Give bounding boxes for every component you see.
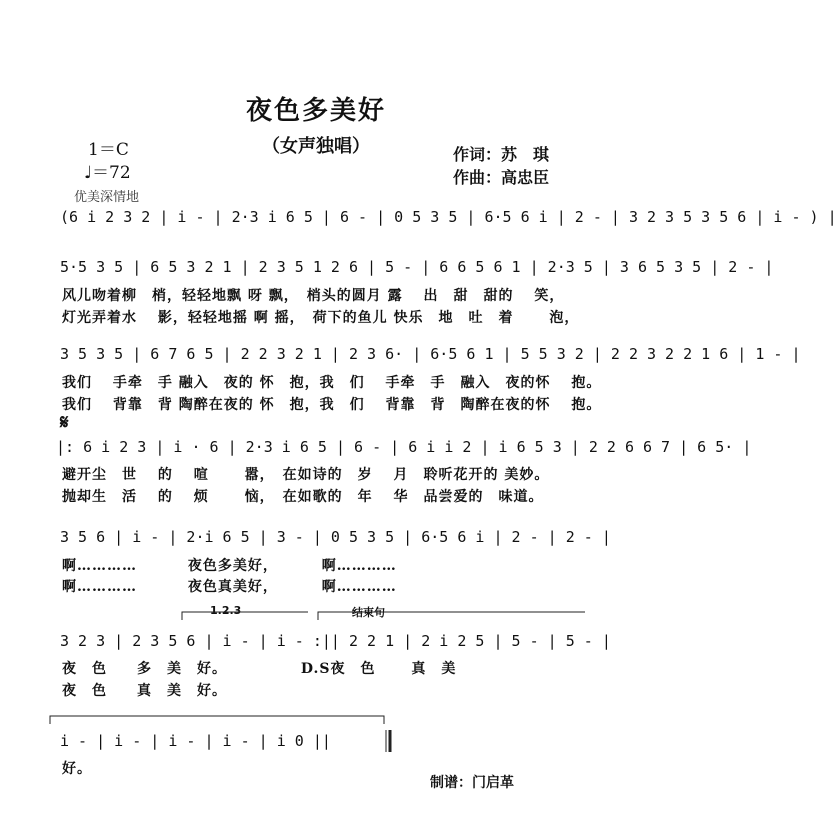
volta-bracket-1 [182, 612, 308, 620]
lyric-line-6-verse-2: 夜 色 真 美 好。 [62, 683, 227, 699]
song-title: 夜色多美好 [245, 96, 386, 126]
lyric-line-4-verse-2: 抛却生 活 的 烦 恼， 在如歌的 年 华 品尝爱的 味道。 [62, 489, 544, 505]
lyric-line-6-verse-1: 夜 色 多 美 好。 D.S夜 色 真 美 [62, 661, 457, 677]
transcriber-name: 门启革 [472, 775, 514, 791]
lyric-line-2-verse-1: 风儿吻着柳 梢，轻轻地飘 呀 飘， 梢头的圆月 露 出 甜 甜的 笑， [62, 288, 565, 304]
composer-name: 高忠臣 [501, 168, 550, 187]
volta-bracket-2 [318, 612, 585, 620]
lyricist-name: 苏 琪 [501, 145, 550, 164]
transcriber-label: 制谱： [430, 775, 472, 791]
tempo-value: ＝72 [92, 163, 131, 183]
notation-line-5: 3 5 6 | i - | 2·i 6 5 | 3 - | 0 5 3 5 | 6·5 6 i | 2 - | 2 - | [60, 528, 611, 546]
lyric-line-4-verse-1: 避开尘 世 的 喧 嚣， 在如诗的 岁 月 聆听花开的 美妙。 [62, 467, 550, 483]
composer-label: 作曲： [453, 168, 502, 187]
notation-line-2: 5·5 3 5 | 6 5 3 2 1 | 2 3 5 1 2 6 | 5 - | 6 6 5 6 1 | 2·3 5 | 3 6 5 3 5 | 2 - | [60, 258, 774, 276]
notation-line-6: 3 2 3 | 2 3 5 6 | i - | i - :|| 2 2 1 | 2 i 2 5 | 5 - | 5 - | [60, 632, 611, 650]
notation-line-7: i - | i - | i - | i - | i 0 || [60, 732, 331, 750]
volta-coda-ending: 结束句 [352, 606, 385, 619]
lyric-line-5-verse-2: 啊………… 夜色真美好， 啊………… [62, 579, 397, 595]
expression-marking: 优美深情地 [74, 190, 140, 205]
lyric-line-3-verse-1: 我们 手牵 手 融入 夜的 怀 抱，我 们 手牵 手 融入 夜的怀 抱。 [62, 375, 602, 391]
key-signature: 1＝C [88, 140, 129, 160]
quarter-note-icon: ♩ [84, 163, 93, 183]
lyric-line-7-verse-1: 好。 [62, 761, 92, 777]
song-subtitle: （女声独唱） [262, 136, 370, 157]
lyric-line-3-verse-2: 我们 背靠 背 陶醉在夜的 怀 抱，我 们 背靠 背 陶醉在夜的怀 抱。 [62, 397, 602, 413]
notation-line-1: (6 i 2 3 2 | i - | 2·3 i 6 5 | 6 - | 0 5 3 5 | 6·5 6 i | 2 - | 3 2 3 5 3 5 6 | i - ) | [60, 208, 837, 226]
segno-icon: 𝄋 [60, 410, 69, 434]
final-tie-bracket [50, 716, 384, 724]
volta-first-ending: 1.2.3 [210, 604, 242, 617]
lyric-line-2-verse-2: 灯光弄着水 影，轻轻地摇 啊 摇， 荷下的鱼儿 快乐 地 吐 着 泡， [62, 310, 580, 326]
notation-line-4: |: 6 i 2 3 | i · 6 | 2·3 i 6 5 | 6 - | 6 i i 2 | i 6 5 3 | 2 2 6 6 7 | 6 5· | [56, 438, 752, 456]
lyric-line-5-verse-1: 啊………… 夜色多美好， 啊………… [62, 558, 397, 574]
lyricist-label: 作词： [453, 145, 502, 164]
notation-line-3: 3 5 3 5 | 6 7 6 5 | 2 2 3 2 1 | 2 3 6· | 6·5 6 1 | 5 5 3 2 | 2 2 3 2 2 1 6 | 1 - | [60, 345, 801, 363]
